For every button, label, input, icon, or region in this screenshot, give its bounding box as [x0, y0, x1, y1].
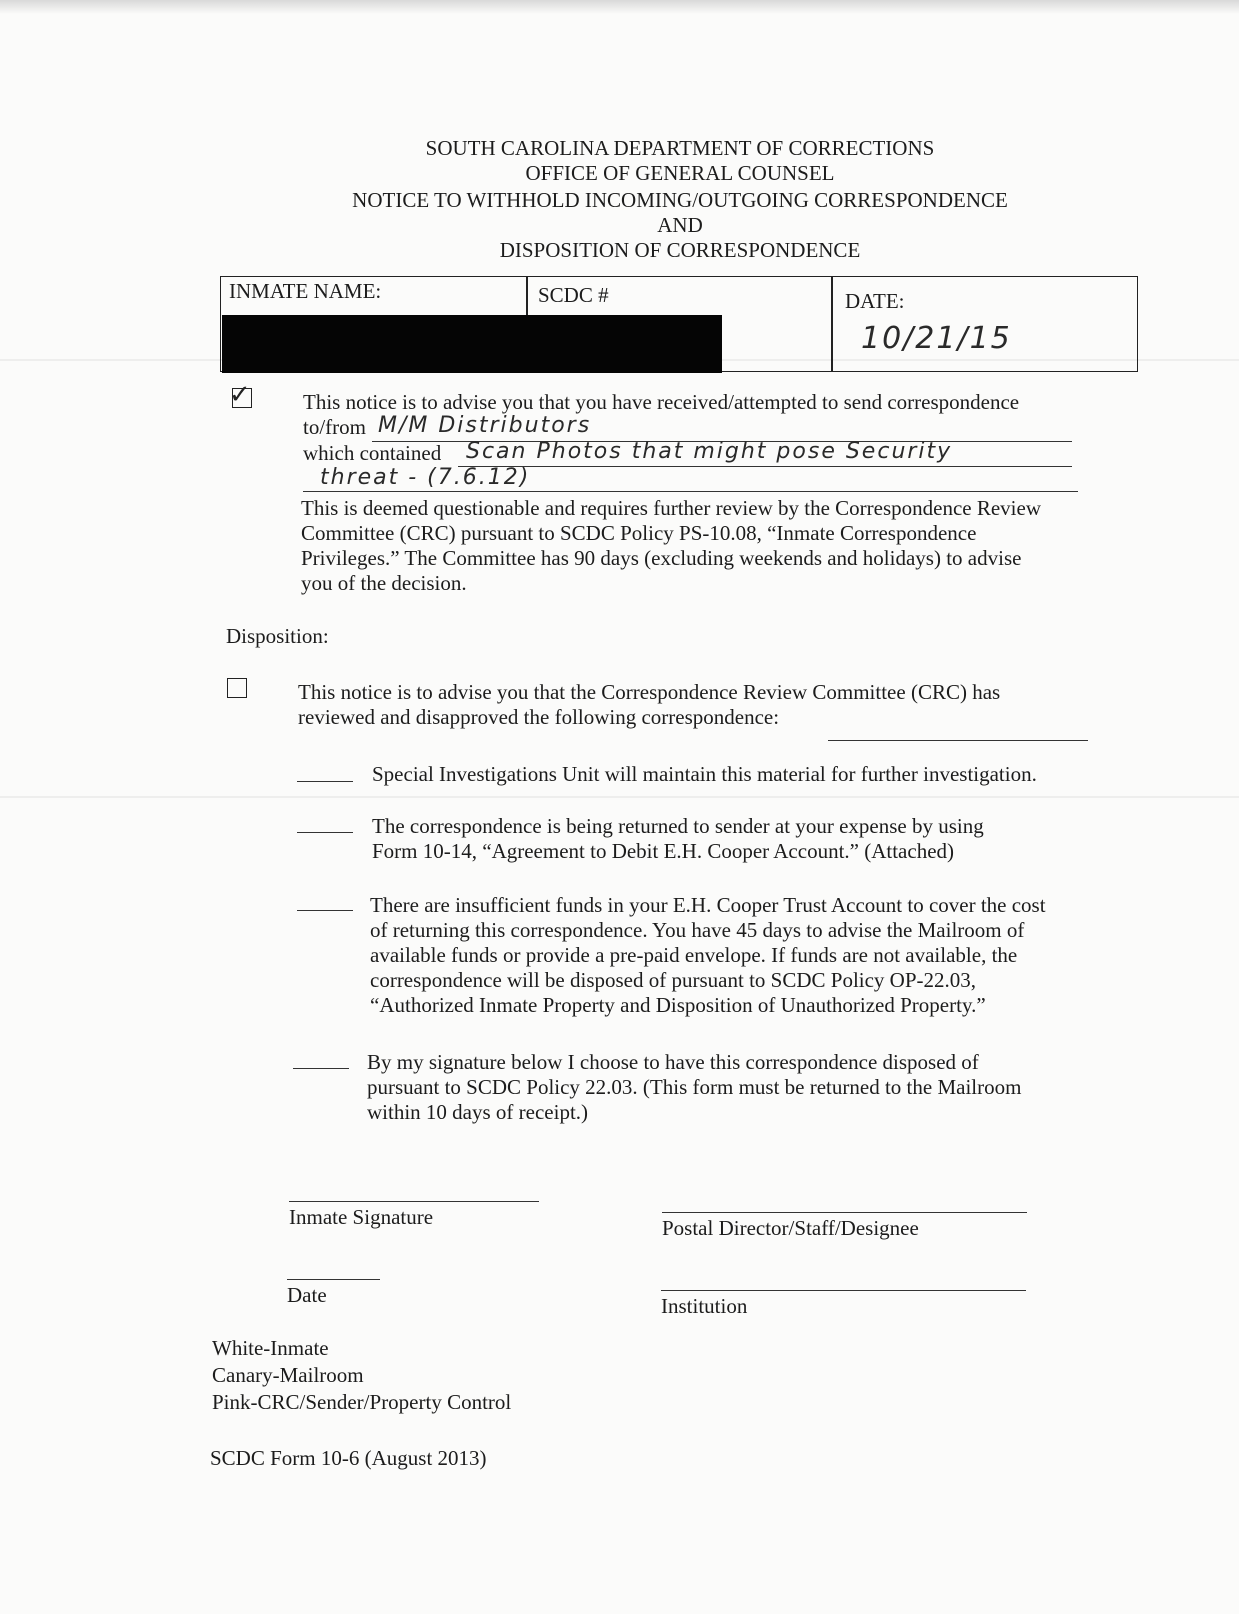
- redaction-block: [222, 315, 722, 373]
- scdc-number-label: SCDC #: [538, 283, 609, 307]
- notice-paragraph-line: Privileges.” The Committee has 90 days (excluding weekends and holidays) to advise: [301, 546, 1022, 570]
- scan-edge: [0, 0, 1239, 14]
- option-3-text: [370, 893, 1130, 1018]
- disposition-intro-line: reviewed and disapproved the following correspondence:: [298, 705, 780, 729]
- option-2-text: [372, 814, 1112, 864]
- option-blank[interactable]: [297, 781, 353, 782]
- notice-paragraph: [301, 496, 1131, 596]
- disapproved-underline: [828, 740, 1088, 741]
- date-label: DATE:: [845, 289, 905, 313]
- option-4-text: [367, 1050, 1127, 1125]
- option-line: By my signature below I choose to have this correspondence disposed of: [367, 1050, 979, 1074]
- option-line: available funds or provide a pre-paid envelope. If funds are not available, the: [370, 943, 1018, 967]
- option-line: Form 10-14, “Agreement to Debit E.H. Cooper Account.” (Attached): [372, 839, 955, 863]
- option-line: of returning this correspondence. You have 45 days to advise the Mailroom of: [370, 918, 1025, 942]
- header-line-5: DISPOSITION OF CORRESPONDENCE: [499, 238, 861, 262]
- disposition-intro: [298, 680, 1098, 730]
- form-id: SCDC Form 10-6 (August 2013): [210, 1446, 487, 1470]
- date-signature-label: Date: [287, 1283, 327, 1307]
- option-line: within 10 days of receipt.): [367, 1100, 589, 1124]
- institution-line[interactable]: [661, 1290, 1026, 1291]
- tofrom-value-handwritten: M/M Distributors: [378, 413, 592, 438]
- contained-underline-2: [303, 491, 1078, 492]
- option-line: pursuant to SCDC Policy 22.03. (This form must be returned to the Mailroom: [367, 1075, 1022, 1099]
- header-line-4: AND: [657, 213, 703, 237]
- option-line: correspondence will be disposed of pursuant to SCDC Policy OP-22.03,: [370, 968, 977, 992]
- postal-signature-line[interactable]: [662, 1212, 1027, 1213]
- notice-paragraph-line: you of the decision.: [301, 571, 467, 595]
- contained-value-line-2: threat - (7.6.12): [320, 465, 531, 490]
- header-line-2: OFFICE OF GENERAL COUNSEL: [525, 161, 835, 185]
- distribution-item: Pink-CRC/Sender/Property Control: [212, 1390, 512, 1414]
- table-divider: [831, 277, 833, 371]
- institution-label: Institution: [661, 1294, 748, 1318]
- distribution-item: White-Inmate: [212, 1336, 329, 1360]
- disposition-label: Disposition:: [226, 624, 329, 648]
- option-line: Special Investigations Unit will maintain this material for further investigation.: [372, 762, 1037, 786]
- option-blank[interactable]: [297, 832, 353, 833]
- postal-director-label: Postal Director/Staff/Designee: [662, 1216, 919, 1240]
- check-mark-icon: ✓: [229, 380, 251, 410]
- inmate-signature-label: Inmate Signature: [289, 1205, 434, 1229]
- inmate-signature-line[interactable]: [289, 1201, 539, 1202]
- option-1-text: [372, 762, 1112, 787]
- paper-crease: [0, 796, 1239, 798]
- disposition-intro-line: This notice is to advise you that the Correspondence Review Committee (CRC) has: [298, 680, 1001, 704]
- notice-paragraph-line: This is deemed questionable and requires further review by the Correspondence Review: [301, 496, 1042, 520]
- distribution-list: [212, 1335, 511, 1416]
- header-line-3: NOTICE TO WITHHOLD INCOMING/OUTGOING CORRESPONDENCE: [352, 188, 1008, 212]
- distribution-item: Canary-Mailroom: [212, 1363, 364, 1387]
- tofrom-label: to/from: [303, 415, 366, 439]
- contained-value-handwritten: Scan Photos that might pose Security: [466, 439, 953, 464]
- notice-line-1: This notice is to advise you that you have received/attempted to send correspondence: [303, 390, 1020, 414]
- option-blank[interactable]: [293, 1068, 349, 1069]
- inmate-name-label: INMATE NAME:: [229, 279, 382, 303]
- option-line: “Authorized Inmate Property and Disposition of Unauthorized Property.”: [370, 993, 986, 1017]
- notice-paragraph-line: Committee (CRC) pursuant to SCDC Policy PS-10.08, “Inmate Correspondence: [301, 521, 977, 545]
- contained-underline: [458, 466, 1072, 467]
- option-blank[interactable]: [297, 910, 353, 911]
- date-value-handwritten: 10/21/15: [861, 321, 1012, 356]
- option-line: There are insufficient funds in your E.H. Cooper Trust Account to cover the cost: [370, 893, 1046, 917]
- option-line: The correspondence is being returned to sender at your expense by using: [372, 814, 984, 838]
- header-line-1: SOUTH CAROLINA DEPARTMENT OF CORRECTIONS: [425, 136, 935, 160]
- date-signature-line[interactable]: [287, 1279, 380, 1280]
- disposition-checkbox[interactable]: [227, 678, 247, 698]
- contained-label: which contained: [303, 441, 442, 465]
